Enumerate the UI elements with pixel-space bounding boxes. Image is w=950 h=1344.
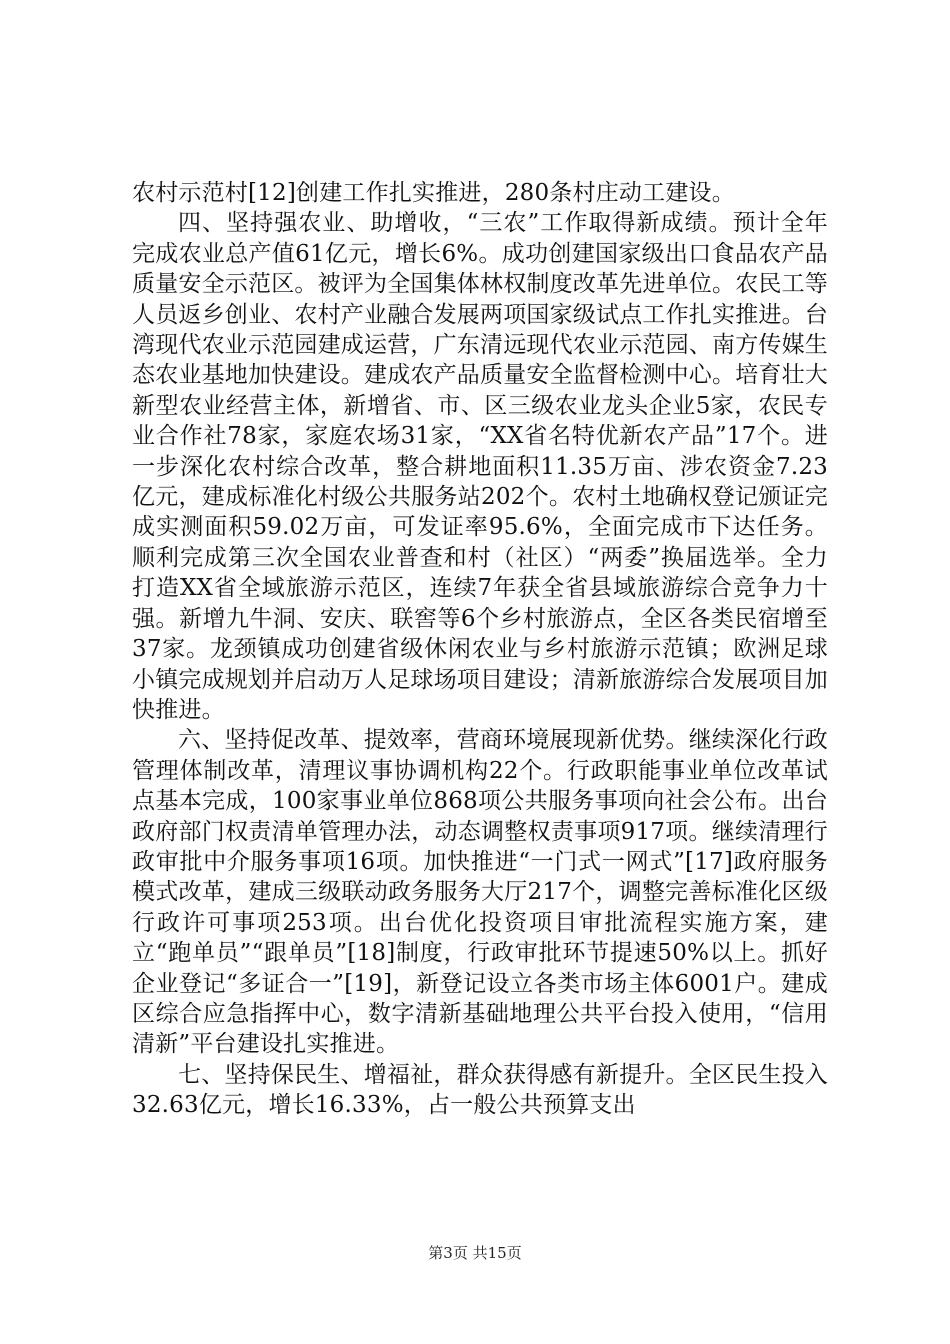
document-body: [132, 178, 828, 1121]
page-number-footer: 第3页 共15页: [428, 1244, 522, 1262]
paragraph-reform: 六、坚持促改革、提效率，营商环境展现新优势。继续深化行政管理体制改革，清理议事协调机构22个。行政职能事业单位改革试点基本完成，100家事业单位868项公共服务事项向社会公布。出台政府部门权责清单管理办法，动态调整权责事项917项。继续清理行政审批中介服务事项16项。加快推进“一门式一网式”[17]政府服务模式改革，建成三级联动政务服务大厅217个，调整完善标准化区级行政许可事项253项。出台优化投资项目审批流程实施方案，建立“跑单员”“跟单员”[18]制度，行政审批环节提速50%以上。抓好企业登记“多证合一”[19]，新登记设立各类市场主体6001户。建成区综合应急指挥中心，数字清新基础地理公共平台投入使用，“信用清新”平台建设扎实推进。: [132, 727, 828, 1058]
paragraph-livelihood: 七、坚持保民生、增福祉，群众获得感有新提升。全区民生投入32.63亿元，增长16.33%，占一般公共预算支出: [132, 1061, 828, 1119]
paragraph-continuation: 农村示范村[12]创建工作扎实推进，280条村庄动工建设。: [132, 180, 735, 206]
paragraph-agriculture: 四、坚持强农业、助增收，“三农”工作取得新成绩。预计全年完成农业总产值61亿元，增长6%。成功创建国家级出口食品农产品质量安全示范区。被评为全国集体林权制度改革先进单位。农民工等人员返乡创业、农村产业融合发展两项国家级试点工作扎实推进。台湾现代农业示范园建成运营，广东清远现代农业示范园、南方传媒生态农业基地加快建设。建成农产品质量安全监督检测中心。培育壮大新型农业经营主体，新增省、市、区三级农业龙头企业5家，农民专业合作社78家，家庭农场31家，“XX省名特优新农产品”17个。进一步深化农村综合改革，整合耕地面积11.35万亩、涉农资金7.23亿元，建成标准化村级公共服务站202个。农村土地确权登记颁证完成实测面积59.02万亩，可发证率95.6%，全面完成市下达任务。顺利完成第三次全国农业普查和村（社区）“两委”换届选举。全力打造XX省全域旅游示范区，连续7年获全省县域旅游综合竞争力十强。新增九牛洞、安庆、联窖等6个乡村旅游点，全区各类民宿增至37家。龙颈镇成功创建省级休闲农业与乡村旅游示范镇；欧洲足球小镇完成规划并启动万人足球场项目建设；清新旅游综合发展项目加快推进。: [132, 210, 828, 723]
